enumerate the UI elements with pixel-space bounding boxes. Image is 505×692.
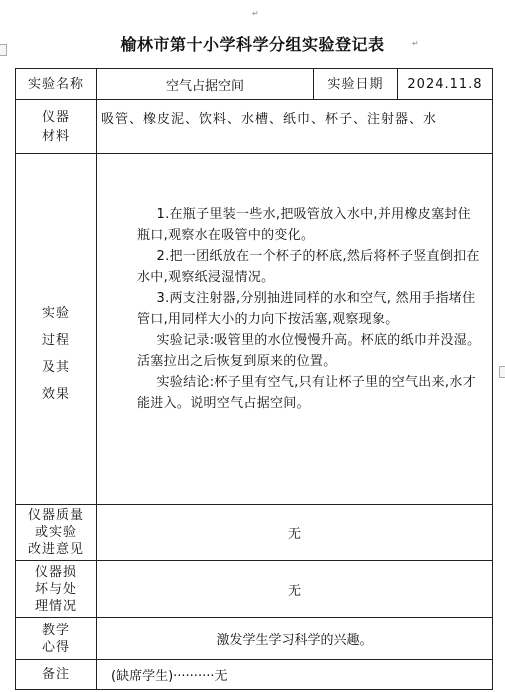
- experiment-name-label: 实验名称: [16, 69, 97, 100]
- process-label: [16, 154, 97, 505]
- process-conclusion: 实验结论:杯子里有空气,只有让杯子里的空气出来,水才能进入。说明空气占据空间。: [137, 375, 476, 411]
- equipment-label-line1: 仪器: [41, 109, 70, 125]
- quality-label: [16, 505, 97, 561]
- row-process: [16, 154, 493, 505]
- remarks-value: (缺席学生)··········无: [97, 660, 493, 690]
- row-equipment: [16, 100, 493, 154]
- experiment-name-value: 空气占据空间: [97, 69, 314, 100]
- process-label-line2: 过程: [41, 332, 70, 348]
- process-label-line4: 效果: [41, 386, 70, 402]
- process-label-line1: 实验: [41, 305, 70, 321]
- page-title: 榆林市第十小学科学分组实验登记表: [120, 35, 385, 54]
- process-label-line3: 及其: [41, 359, 70, 375]
- damage-label-line1: 仪器损: [34, 564, 77, 580]
- quality-label-line3: 改进意见: [27, 542, 84, 557]
- process-step-2: 2.把一团纸放在一个杯子的杯底,然后将杯子竖直倒扣在水中,观察纸浸湿情况。: [137, 249, 480, 285]
- process-record: 实验记录:吸管里的水位慢慢升高。杯底的纸巾并没湿。活塞拉出之后恢复到原来的位置。: [137, 333, 481, 369]
- equipment-value: 吸管、橡皮泥、饮料、水槽、纸巾、杯子、注射器、水: [97, 100, 493, 154]
- damage-label-line3: 理情况: [34, 598, 77, 614]
- damage-label-line2: 坏与处: [34, 581, 77, 597]
- quality-label-line2: 或实验: [34, 525, 77, 540]
- row-reflection: [16, 618, 493, 660]
- experiment-date-value: 2024.11.8: [398, 69, 493, 100]
- process-content: [97, 154, 493, 505]
- paragraph-mark: ↵: [252, 9, 259, 18]
- reflection-value: 激发学生学习科学的兴趣。: [97, 618, 493, 660]
- margin-marker: [499, 366, 505, 378]
- row-damage: [16, 561, 493, 618]
- reflection-label-line1: 教学: [41, 622, 70, 638]
- reflection-label: [16, 618, 97, 660]
- remarks-label: 备注: [16, 660, 97, 690]
- process-step-1: 1.在瓶子里装一些水,把吸管放入水中,并用橡皮塞封住瓶口,观察水在吸管中的变化。: [137, 207, 471, 243]
- process-step-3: 3.两支注射器,分别抽进同样的水和空气, 然用手指堵住管口,用同样大小的力向下按活塞,观察现象。: [137, 291, 476, 327]
- quality-label-line1: 仪器质量: [27, 508, 84, 523]
- reflection-label-line2: 心得: [41, 639, 70, 655]
- paragraph-mark: ↵: [412, 39, 419, 48]
- equipment-label: [16, 100, 97, 154]
- damage-label: [16, 561, 97, 618]
- equipment-label-line2: 材料: [41, 128, 70, 144]
- damage-value: 无: [97, 561, 493, 618]
- quality-value: 无: [97, 505, 493, 561]
- row-experiment-name: [16, 69, 493, 100]
- row-quality: [16, 505, 493, 561]
- experiment-date-label: 实验日期: [314, 69, 398, 100]
- row-remarks: [16, 660, 493, 690]
- registration-form-table: [15, 68, 493, 690]
